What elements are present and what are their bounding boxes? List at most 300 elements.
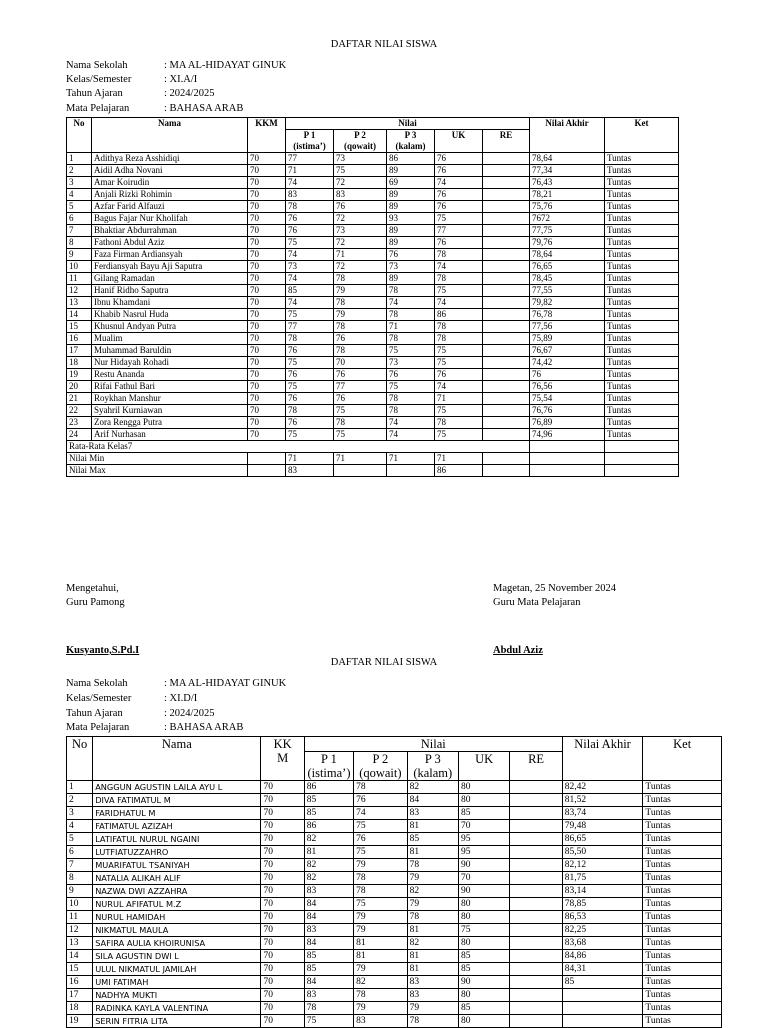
min-cell: 71 bbox=[387, 453, 435, 465]
cell-ket: Tuntas bbox=[643, 846, 722, 859]
cell-no: 6 bbox=[67, 846, 93, 859]
cell-kkm: 70 bbox=[248, 237, 286, 249]
cell-re bbox=[483, 345, 530, 357]
cell-p2: 78 bbox=[354, 781, 407, 794]
cell-nama: Mualim bbox=[92, 333, 248, 345]
cell-nilai-akhir bbox=[562, 1015, 643, 1028]
cell-re bbox=[510, 885, 562, 898]
cell-p3: 83 bbox=[407, 989, 458, 1002]
cell-nilai-akhir: 76,89 bbox=[530, 417, 605, 429]
cell-no: 12 bbox=[67, 924, 93, 937]
cell-p3: 89 bbox=[387, 273, 435, 285]
avg-ket bbox=[605, 441, 679, 453]
max-cell bbox=[605, 465, 679, 477]
cell-kkm: 70 bbox=[261, 872, 304, 885]
cell-p1: 82 bbox=[304, 872, 353, 885]
cell-nilai-akhir: 76,76 bbox=[530, 405, 605, 417]
max-row bbox=[67, 465, 679, 477]
cell-no: 7 bbox=[67, 225, 92, 237]
cell-uk: 80 bbox=[458, 937, 509, 950]
cell-p3: 81 bbox=[407, 950, 458, 963]
cell-ket: Tuntas bbox=[605, 321, 679, 333]
cell-p3: 82 bbox=[407, 781, 458, 794]
cell-nilai-akhir: 74,96 bbox=[530, 429, 605, 441]
cell-nilai-akhir: 75,54 bbox=[530, 393, 605, 405]
cell-uk: 75 bbox=[435, 429, 483, 441]
info-value: : BAHASA ARAB bbox=[164, 722, 244, 734]
table-row bbox=[67, 820, 722, 833]
table-row bbox=[67, 321, 679, 333]
cell-nama: Faza Firman Ardiansyah bbox=[92, 249, 248, 261]
cell-nama: NAZWA DWI AZZAHRA bbox=[93, 885, 261, 898]
cell-p3: 81 bbox=[407, 963, 458, 976]
table-row bbox=[67, 989, 722, 1002]
cell-nama: LATIFATUL NURUL NGAINI bbox=[93, 833, 261, 846]
cell-kkm: 70 bbox=[248, 249, 286, 261]
cell-nama: Azfar Farid Alfauzi bbox=[92, 201, 248, 213]
cell-nilai-akhir: 78,21 bbox=[530, 189, 605, 201]
cell-no: 8 bbox=[67, 237, 92, 249]
cell-no: 4 bbox=[67, 820, 93, 833]
cell-ket: Tuntas bbox=[605, 237, 679, 249]
cell-ket: Tuntas bbox=[605, 429, 679, 441]
cell-kkm: 70 bbox=[261, 807, 304, 820]
cell-nilai-akhir: 77,55 bbox=[530, 285, 605, 297]
cell-nilai-akhir: 77,34 bbox=[530, 165, 605, 177]
cell-nama: Arif Nurhasan bbox=[92, 429, 248, 441]
cell-uk: 74 bbox=[435, 261, 483, 273]
cell-uk: 74 bbox=[435, 177, 483, 189]
cell-re bbox=[483, 249, 530, 261]
cell-kkm: 70 bbox=[261, 937, 304, 950]
cell-no: 13 bbox=[67, 297, 92, 309]
signature-left bbox=[66, 582, 125, 610]
cell-p1: 75 bbox=[286, 237, 334, 249]
cell-p2: 75 bbox=[354, 846, 407, 859]
cell-re bbox=[510, 937, 562, 950]
cell-no: 11 bbox=[67, 273, 92, 285]
cell-kkm: 70 bbox=[261, 781, 304, 794]
cell-nama: SAFIRA AULIA KHOIRUNISA bbox=[93, 937, 261, 950]
cell-ket: Tuntas bbox=[605, 201, 679, 213]
cell-nilai-akhir: 79,82 bbox=[530, 297, 605, 309]
cell-p2: 76 bbox=[334, 369, 387, 381]
sig-right-name: Abdul Aziz bbox=[493, 645, 543, 656]
cell-p1: 73 bbox=[286, 261, 334, 273]
cell-re bbox=[510, 807, 562, 820]
table-row bbox=[67, 165, 679, 177]
cell-no: 14 bbox=[67, 309, 92, 321]
info-label: Tahun Ajaran bbox=[66, 88, 123, 100]
table-row bbox=[67, 950, 722, 963]
max-cell: 83 bbox=[286, 465, 334, 477]
cell-uk: 85 bbox=[458, 950, 509, 963]
cell-p1: 75 bbox=[286, 309, 334, 321]
cell-uk: 76 bbox=[435, 237, 483, 249]
sig-left-line1: Mengetahui, bbox=[66, 583, 119, 594]
col-header-no: No bbox=[67, 118, 92, 153]
cell-uk: 86 bbox=[435, 309, 483, 321]
table-row bbox=[67, 846, 722, 859]
cell-nilai-akhir: 7672 bbox=[530, 213, 605, 225]
cell-nilai-akhir: 77,56 bbox=[530, 321, 605, 333]
cell-nilai-akhir: 86,53 bbox=[562, 911, 643, 924]
cell-kkm: 70 bbox=[261, 963, 304, 976]
min-cell: 71 bbox=[286, 453, 334, 465]
cell-p2: 82 bbox=[354, 976, 407, 989]
cell-no: 5 bbox=[67, 833, 93, 846]
cell-kkm: 70 bbox=[261, 898, 304, 911]
cell-p3: 75 bbox=[387, 381, 435, 393]
cell-no: 21 bbox=[67, 393, 92, 405]
table-row bbox=[67, 963, 722, 976]
cell-p3: 81 bbox=[407, 846, 458, 859]
cell-nilai-akhir: 85,50 bbox=[562, 846, 643, 859]
cell-no: 24 bbox=[67, 429, 92, 441]
info-label: Nama Sekolah bbox=[66, 60, 128, 71]
cell-p1: 82 bbox=[304, 859, 353, 872]
cell-kkm: 70 bbox=[248, 429, 286, 441]
table-row bbox=[67, 333, 679, 345]
col-header-uk: UK bbox=[458, 752, 509, 781]
cell-ket: Tuntas bbox=[605, 393, 679, 405]
cell-p1: 74 bbox=[286, 249, 334, 261]
cell-uk: 76 bbox=[435, 369, 483, 381]
cell-re bbox=[483, 393, 530, 405]
cell-kkm: 70 bbox=[261, 794, 304, 807]
cell-ket: Tuntas bbox=[605, 261, 679, 273]
p2-sub: (qowait) bbox=[359, 766, 402, 780]
cell-p2: 76 bbox=[354, 794, 407, 807]
cell-no: 10 bbox=[67, 898, 93, 911]
p3-sub: (kalam) bbox=[395, 141, 426, 151]
col-header-nama: Nama bbox=[93, 737, 261, 781]
cell-re bbox=[483, 369, 530, 381]
cell-uk: 78 bbox=[435, 417, 483, 429]
cell-nilai-akhir: 83,14 bbox=[562, 885, 643, 898]
cell-no: 11 bbox=[67, 911, 93, 924]
cell-p3: 93 bbox=[387, 213, 435, 225]
info-label: Kelas/Semester bbox=[66, 692, 132, 704]
cell-re bbox=[510, 781, 562, 794]
cell-p1: 76 bbox=[286, 213, 334, 225]
info-value: : MA AL-HIDAYAT GINUK bbox=[164, 60, 287, 71]
cell-nama: Khusnul Andyan Putra bbox=[92, 321, 248, 333]
col-header-kkm: KKM bbox=[248, 118, 286, 153]
cell-no: 3 bbox=[67, 807, 93, 820]
cell-re bbox=[510, 976, 562, 989]
cell-uk: 74 bbox=[435, 297, 483, 309]
cell-no: 20 bbox=[67, 381, 92, 393]
avg-row bbox=[67, 441, 679, 453]
cell-re bbox=[483, 225, 530, 237]
cell-nilai-akhir: 76,65 bbox=[530, 261, 605, 273]
cell-kkm: 70 bbox=[248, 177, 286, 189]
cell-re bbox=[483, 405, 530, 417]
cell-no: 18 bbox=[67, 1002, 93, 1015]
cell-p2: 79 bbox=[334, 309, 387, 321]
cell-ket: Tuntas bbox=[643, 885, 722, 898]
cell-re bbox=[510, 963, 562, 976]
cell-uk: 90 bbox=[458, 859, 509, 872]
cell-nilai-akhir: 79,48 bbox=[562, 820, 643, 833]
max-cell bbox=[387, 465, 435, 477]
table-row bbox=[67, 833, 722, 846]
cell-kkm: 70 bbox=[248, 321, 286, 333]
cell-no: 8 bbox=[67, 872, 93, 885]
cell-kkm: 70 bbox=[248, 261, 286, 273]
cell-p1: 83 bbox=[304, 924, 353, 937]
cell-nama: DIVA FATIMATUL M bbox=[93, 794, 261, 807]
cell-ket: Tuntas bbox=[643, 1002, 722, 1015]
cell-p2: 75 bbox=[354, 820, 407, 833]
cell-p3: 83 bbox=[407, 807, 458, 820]
cell-nilai-akhir: 82,12 bbox=[562, 859, 643, 872]
col-header-nilai-akhir: Nilai Akhir bbox=[562, 737, 643, 781]
p2-sub: (qowait) bbox=[344, 141, 376, 151]
cell-p3: 78 bbox=[407, 1015, 458, 1028]
cell-re bbox=[483, 429, 530, 441]
table-row bbox=[67, 1002, 722, 1015]
cell-no: 12 bbox=[67, 285, 92, 297]
cell-ket: Tuntas bbox=[605, 213, 679, 225]
cell-kkm: 70 bbox=[248, 309, 286, 321]
cell-uk: 80 bbox=[458, 898, 509, 911]
cell-uk: 85 bbox=[458, 807, 509, 820]
cell-p3: 82 bbox=[407, 885, 458, 898]
cell-nama: Fathoni Abdul Aziz bbox=[92, 237, 248, 249]
cell-no: 16 bbox=[67, 976, 93, 989]
p3-label: P 3 bbox=[424, 752, 441, 766]
cell-ket: Tuntas bbox=[643, 820, 722, 833]
cell-kkm: 70 bbox=[261, 820, 304, 833]
doc2-title: DAFTAR NILAI SISWA bbox=[330, 657, 438, 668]
cell-re bbox=[483, 213, 530, 225]
cell-re bbox=[510, 1002, 562, 1015]
cell-p2: 76 bbox=[334, 333, 387, 345]
col-header-re: RE bbox=[510, 752, 562, 781]
cell-uk: 80 bbox=[458, 989, 509, 1002]
cell-nama: Roykhan Manshur bbox=[92, 393, 248, 405]
cell-p1: 76 bbox=[286, 417, 334, 429]
cell-nama: LUTFIATUZZAHRO bbox=[93, 846, 261, 859]
cell-no: 9 bbox=[67, 885, 93, 898]
cell-uk: 74 bbox=[435, 381, 483, 393]
cell-ket: Tuntas bbox=[605, 273, 679, 285]
cell-kkm: 70 bbox=[248, 393, 286, 405]
max-cell bbox=[530, 465, 605, 477]
cell-nama: Ferdiansyah Bayu Aji Saputra bbox=[92, 261, 248, 273]
cell-p3: 79 bbox=[407, 1002, 458, 1015]
cell-p3: 78 bbox=[387, 333, 435, 345]
sig-left-name: Kusyanto,S.Pd.I bbox=[66, 645, 140, 656]
cell-nilai-akhir bbox=[562, 989, 643, 1002]
cell-ket: Tuntas bbox=[605, 165, 679, 177]
cell-p1: 83 bbox=[304, 885, 353, 898]
cell-p3: 71 bbox=[387, 321, 435, 333]
cell-p1: 83 bbox=[304, 989, 353, 1002]
cell-ket: Tuntas bbox=[643, 976, 722, 989]
cell-p2: 75 bbox=[354, 898, 407, 911]
table-row bbox=[67, 213, 679, 225]
cell-p3: 78 bbox=[387, 393, 435, 405]
cell-re bbox=[510, 846, 562, 859]
cell-kkm: 70 bbox=[248, 381, 286, 393]
p3-sub: (kalam) bbox=[413, 766, 453, 780]
cell-p3: 73 bbox=[387, 357, 435, 369]
cell-p1: 76 bbox=[286, 225, 334, 237]
cell-uk: 85 bbox=[458, 963, 509, 976]
info-value: : 2024/2025 bbox=[164, 88, 215, 100]
cell-p3: 89 bbox=[387, 189, 435, 201]
table-row bbox=[67, 807, 722, 820]
cell-ket: Tuntas bbox=[605, 357, 679, 369]
table-row bbox=[67, 285, 679, 297]
cell-p3: 89 bbox=[387, 201, 435, 213]
cell-p2: 83 bbox=[334, 189, 387, 201]
cell-p2: 79 bbox=[354, 924, 407, 937]
cell-kkm: 70 bbox=[248, 189, 286, 201]
cell-kkm: 70 bbox=[248, 225, 286, 237]
cell-nama: Hanif Ridho Saputra bbox=[92, 285, 248, 297]
cell-nilai-akhir: 83,68 bbox=[562, 937, 643, 950]
cell-uk: 78 bbox=[435, 333, 483, 345]
cell-p2: 83 bbox=[354, 1015, 407, 1028]
cell-uk: 90 bbox=[458, 885, 509, 898]
cell-uk: 85 bbox=[458, 1002, 509, 1015]
cell-p1: 82 bbox=[304, 833, 353, 846]
cell-p3: 86 bbox=[387, 153, 435, 165]
cell-uk: 75 bbox=[435, 285, 483, 297]
cell-p3: 75 bbox=[387, 345, 435, 357]
cell-kkm: 70 bbox=[248, 345, 286, 357]
cell-p1: 76 bbox=[286, 345, 334, 357]
cell-p2: 76 bbox=[354, 833, 407, 846]
cell-nilai-akhir: 82,25 bbox=[562, 924, 643, 937]
info-value: : BAHASA ARAB bbox=[164, 102, 244, 114]
cell-no: 15 bbox=[67, 321, 92, 333]
table-row bbox=[67, 201, 679, 213]
min-cell bbox=[483, 453, 530, 465]
sig-right-line1: Magetan, 25 November 2024 bbox=[493, 583, 617, 594]
cell-nama: NURUL HAMIDAH bbox=[93, 911, 261, 924]
cell-nama: MUARIFATUL TSANIYAH bbox=[93, 859, 261, 872]
cell-nilai-akhir: 76,78 bbox=[530, 309, 605, 321]
min-cell bbox=[530, 453, 605, 465]
cell-nama: Bhaktiar Abdurrahman bbox=[92, 225, 248, 237]
cell-nama: Khabib Nasrul Huda bbox=[92, 309, 248, 321]
col-header-p1 bbox=[286, 130, 334, 153]
cell-p3: 79 bbox=[407, 872, 458, 885]
cell-ket: Tuntas bbox=[643, 911, 722, 924]
cell-p1: 84 bbox=[304, 911, 353, 924]
cell-p2: 76 bbox=[334, 201, 387, 213]
cell-kkm: 70 bbox=[248, 165, 286, 177]
cell-uk: 76 bbox=[435, 153, 483, 165]
col-header-p2 bbox=[334, 130, 387, 153]
doc1-grade-table bbox=[66, 117, 679, 477]
cell-ket: Tuntas bbox=[605, 225, 679, 237]
cell-no: 7 bbox=[67, 859, 93, 872]
cell-p1: 84 bbox=[304, 898, 353, 911]
cell-p1: 75 bbox=[286, 381, 334, 393]
cell-uk: 70 bbox=[458, 872, 509, 885]
cell-re bbox=[483, 201, 530, 213]
cell-nama: Anjali Rizki Rohimin bbox=[92, 189, 248, 201]
table-row bbox=[67, 261, 679, 273]
doc1-info bbox=[66, 59, 286, 116]
col-header-kkm bbox=[261, 737, 304, 781]
cell-p1: 85 bbox=[304, 950, 353, 963]
cell-p1: 76 bbox=[286, 369, 334, 381]
cell-nilai-akhir: 76,56 bbox=[530, 381, 605, 393]
cell-p3: 73 bbox=[387, 261, 435, 273]
cell-p3: 84 bbox=[407, 794, 458, 807]
table-row bbox=[67, 405, 679, 417]
table-row bbox=[67, 237, 679, 249]
cell-p3: 74 bbox=[387, 297, 435, 309]
cell-kkm: 70 bbox=[248, 153, 286, 165]
cell-re bbox=[510, 820, 562, 833]
table-row bbox=[67, 976, 722, 989]
cell-ket: Tuntas bbox=[605, 369, 679, 381]
doc2-info bbox=[66, 677, 286, 736]
cell-p1: 78 bbox=[304, 1002, 353, 1015]
cell-kkm: 70 bbox=[248, 405, 286, 417]
table-row bbox=[67, 381, 679, 393]
cell-nilai-akhir: 81,52 bbox=[562, 794, 643, 807]
cell-no: 1 bbox=[67, 781, 93, 794]
cell-no: 5 bbox=[67, 201, 92, 213]
cell-uk: 75 bbox=[458, 924, 509, 937]
cell-p3: 78 bbox=[407, 859, 458, 872]
table-row bbox=[67, 345, 679, 357]
cell-p2: 71 bbox=[334, 249, 387, 261]
col-header-no: No bbox=[67, 737, 93, 781]
cell-kkm: 70 bbox=[261, 833, 304, 846]
cell-p1: 78 bbox=[286, 333, 334, 345]
table-row bbox=[67, 189, 679, 201]
table-row bbox=[67, 417, 679, 429]
table-row bbox=[67, 1015, 722, 1028]
cell-re bbox=[483, 273, 530, 285]
cell-re bbox=[483, 381, 530, 393]
cell-uk: 75 bbox=[435, 213, 483, 225]
p1-label: P 1 bbox=[321, 752, 337, 766]
cell-ket: Tuntas bbox=[605, 405, 679, 417]
cell-re bbox=[483, 177, 530, 189]
cell-nama: NURUL AFIFATUL M.Z bbox=[93, 898, 261, 911]
col-header-uk: UK bbox=[435, 130, 483, 153]
cell-no: 9 bbox=[67, 249, 92, 261]
cell-p1: 86 bbox=[304, 820, 353, 833]
cell-ket: Tuntas bbox=[643, 963, 722, 976]
cell-p3: 78 bbox=[387, 405, 435, 417]
cell-uk: 95 bbox=[458, 846, 509, 859]
cell-p3: 74 bbox=[387, 417, 435, 429]
cell-p2: 72 bbox=[334, 237, 387, 249]
info-label: Mata Pelajaran bbox=[66, 722, 130, 734]
doc1-title: DAFTAR NILAI SISWA bbox=[330, 39, 438, 50]
col-header-p3 bbox=[387, 130, 435, 153]
cell-p1: 75 bbox=[286, 357, 334, 369]
max-cell bbox=[483, 465, 530, 477]
cell-p3: 89 bbox=[387, 165, 435, 177]
cell-nilai-akhir: 77,75 bbox=[530, 225, 605, 237]
cell-kkm: 70 bbox=[248, 369, 286, 381]
cell-nama: Muhammad Baruldin bbox=[92, 345, 248, 357]
cell-p1: 77 bbox=[286, 153, 334, 165]
